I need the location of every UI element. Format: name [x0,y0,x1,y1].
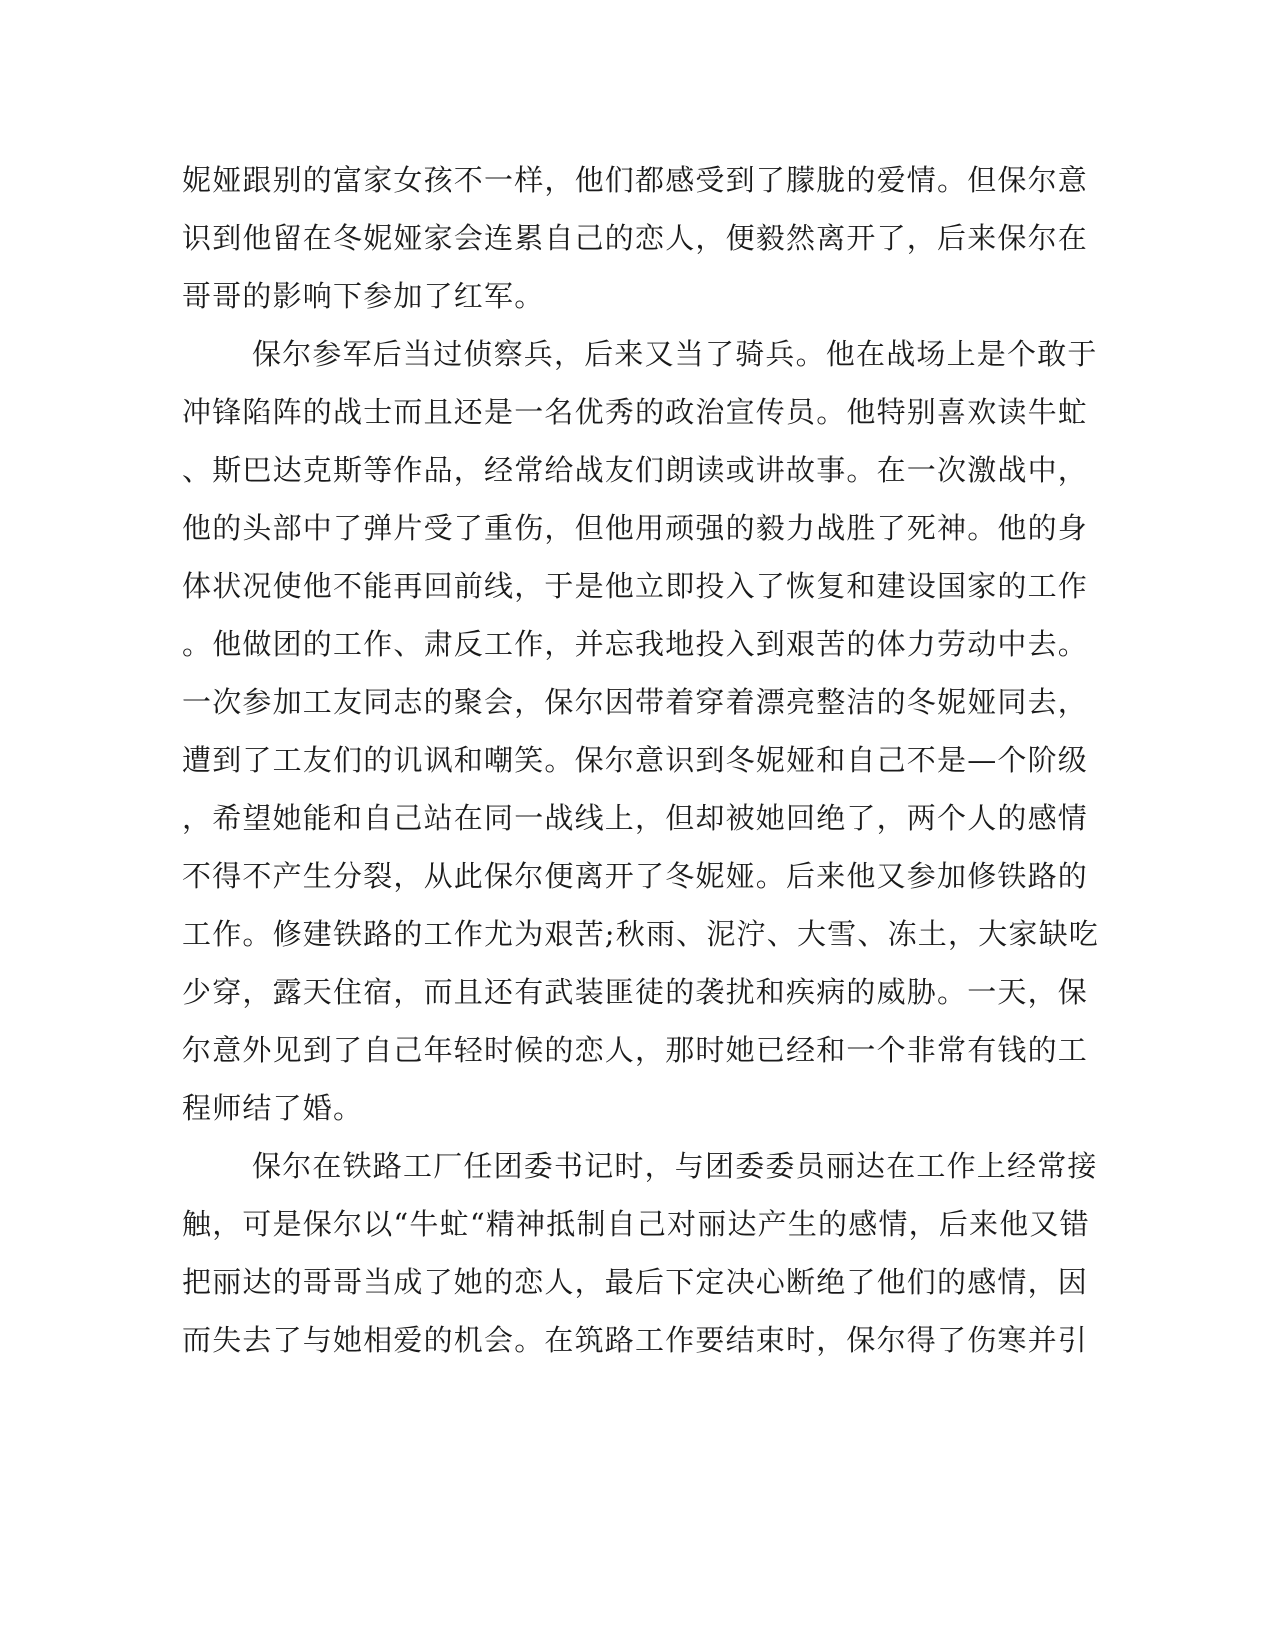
text-line: 工作。修建铁路的工作尤为艰苦;秋雨、泥泞、大雪、冻土，大家缺吃 [182,917,1099,951]
paragraph-first-line: 保尔在铁路工厂任团委书记时，与团委委员丽达在工作上经常接 [252,1149,1098,1183]
text-line: 不得不产生分裂，从此保尔便离开了冬妮娅。后来他又参加修铁路的 [182,859,1089,893]
text-line: 冲锋陷阵的战士而且还是一名优秀的政治宣传员。他特别喜欢读牛虻 [182,395,1089,429]
paragraph-first-line: 保尔参军后当过侦察兵，后来又当了骑兵。他在战场上是个敢于 [252,337,1098,371]
text-line: 妮娅跟别的富家女孩不一样，他们都感受到了朦胧的爱情。但保尔意 [182,163,1089,197]
text-line: 遭到了工友们的讥讽和嘲笑。保尔意识到冬妮娅和自己不是—个阶级 [182,743,1089,777]
text-line: 一次参加工友同志的聚会，保尔因带着穿着漂亮整洁的冬妮娅同去， [182,685,1089,719]
text-line: 而失去了与她相爱的机会。在筑路工作要结束时，保尔得了伤寒并引 [182,1323,1089,1357]
text-line: 他的头部中了弹片受了重伤，但他用顽强的毅力战胜了死神。他的身 [182,511,1089,545]
text-line: 。他做团的工作、肃反工作，并忘我地投入到艰苦的体力劳动中去。 [182,627,1089,661]
text-line: 程师结了婚。 [182,1091,364,1125]
text-line: 少穿，露天住宿，而且还有武装匪徒的袭扰和疾病的威胁。一天，保 [182,975,1089,1009]
text-line: 尔意外见到了自己年轻时候的恋人，那时她已经和一个非常有钱的工 [182,1033,1089,1067]
text-line: 哥哥的影响下参加了红军。 [182,279,545,313]
text-line: ，希望她能和自己站在同一战线上，但却被她回绝了，两个人的感情 [182,801,1089,835]
text-line: 、斯巴达克斯等作品，经常给战友们朗读或讲故事。在一次激战中， [182,453,1089,487]
text-line: 识到他留在冬妮娅家会连累自己的恋人，便毅然离开了，后来保尔在 [182,221,1089,255]
text-line: 把丽达的哥哥当成了她的恋人，最后下定决心断绝了他们的感情，因 [182,1265,1089,1299]
text-line: 触，可是保尔以“牛虻“精神抵制自己对丽达产生的感情，后来他又错 [182,1207,1090,1241]
text-line: 体状况使他不能再回前线，于是他立即投入了恢复和建设国家的工作 [182,569,1089,603]
